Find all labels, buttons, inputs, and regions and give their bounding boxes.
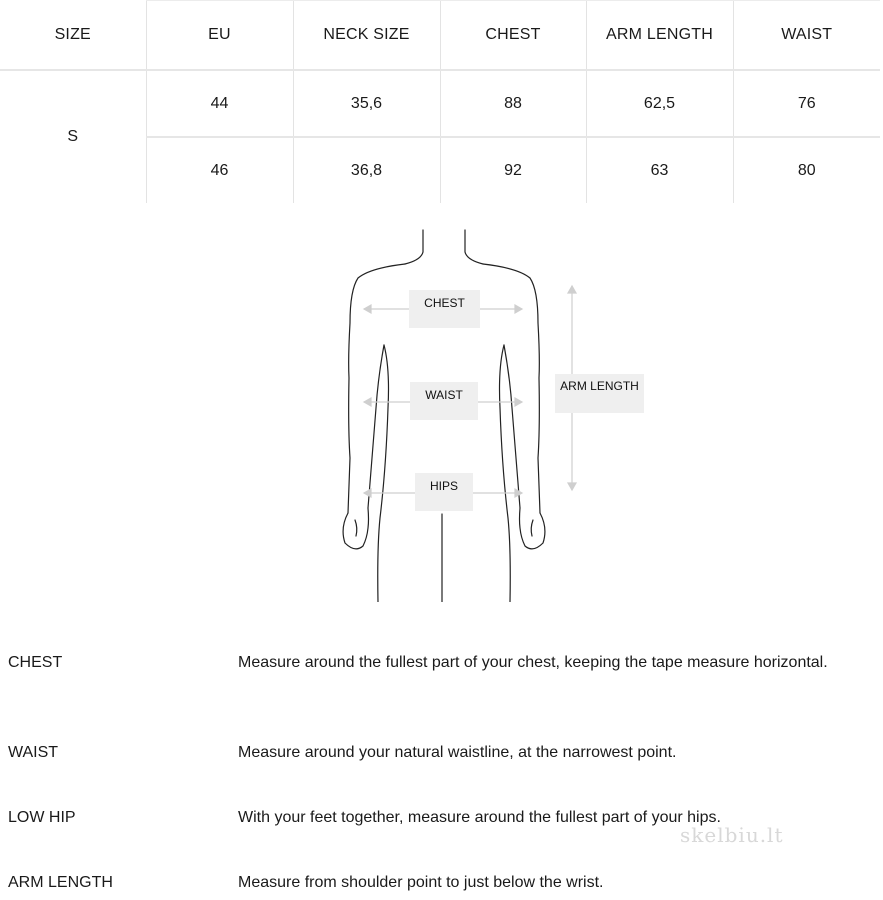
header-waist: WAIST [733, 1, 880, 71]
hips-tag: HIPS [415, 473, 473, 511]
table-cell: 63 [586, 137, 733, 203]
table-cell: 80 [733, 137, 880, 203]
watermark: skelbiu.lt [680, 823, 784, 847]
guide-term: ARM LENGTH [8, 874, 113, 891]
guide-description: Measure from shoulder point to just below the wrist. [238, 874, 604, 891]
table-cell: 76 [733, 70, 880, 137]
body-diagram [330, 228, 650, 602]
guide-description: With your feet together, measure around the fullest part of your hips. [238, 809, 721, 826]
header-chest: CHEST [440, 1, 586, 71]
guide-term: LOW HIP [8, 809, 76, 826]
guide-description: Measure around the fullest part of your chest, keeping the tape measure horizontal. [238, 654, 828, 671]
guide-term: CHEST [8, 654, 63, 671]
waist-tag: WAIST [410, 382, 478, 420]
chest-tag: CHEST [409, 290, 480, 328]
table-cell: 92 [440, 137, 586, 203]
body-silhouette [330, 228, 650, 602]
size-table [0, 0, 880, 203]
table-cell: 44 [146, 70, 293, 137]
table-cell: 36,8 [293, 137, 440, 203]
guide-description: Measure around your natural waistline, at the narrowest point. [238, 744, 677, 761]
table-cell: 35,6 [293, 70, 440, 137]
arm-length-tag: ARM LENGTH [555, 374, 644, 413]
table-cell: 62,5 [586, 70, 733, 137]
header-size: SIZE [0, 1, 146, 71]
header-eu: EU [146, 1, 293, 71]
table-row [0, 70, 880, 137]
header-arm-length: ARM LENGTH [586, 1, 733, 71]
header-neck-size: NECK SIZE [293, 1, 440, 71]
table-cell: 46 [146, 137, 293, 203]
table-cell: 88 [440, 70, 586, 137]
table-header-row [0, 1, 880, 71]
guide-term: WAIST [8, 744, 59, 761]
size-cell: S [67, 128, 79, 145]
